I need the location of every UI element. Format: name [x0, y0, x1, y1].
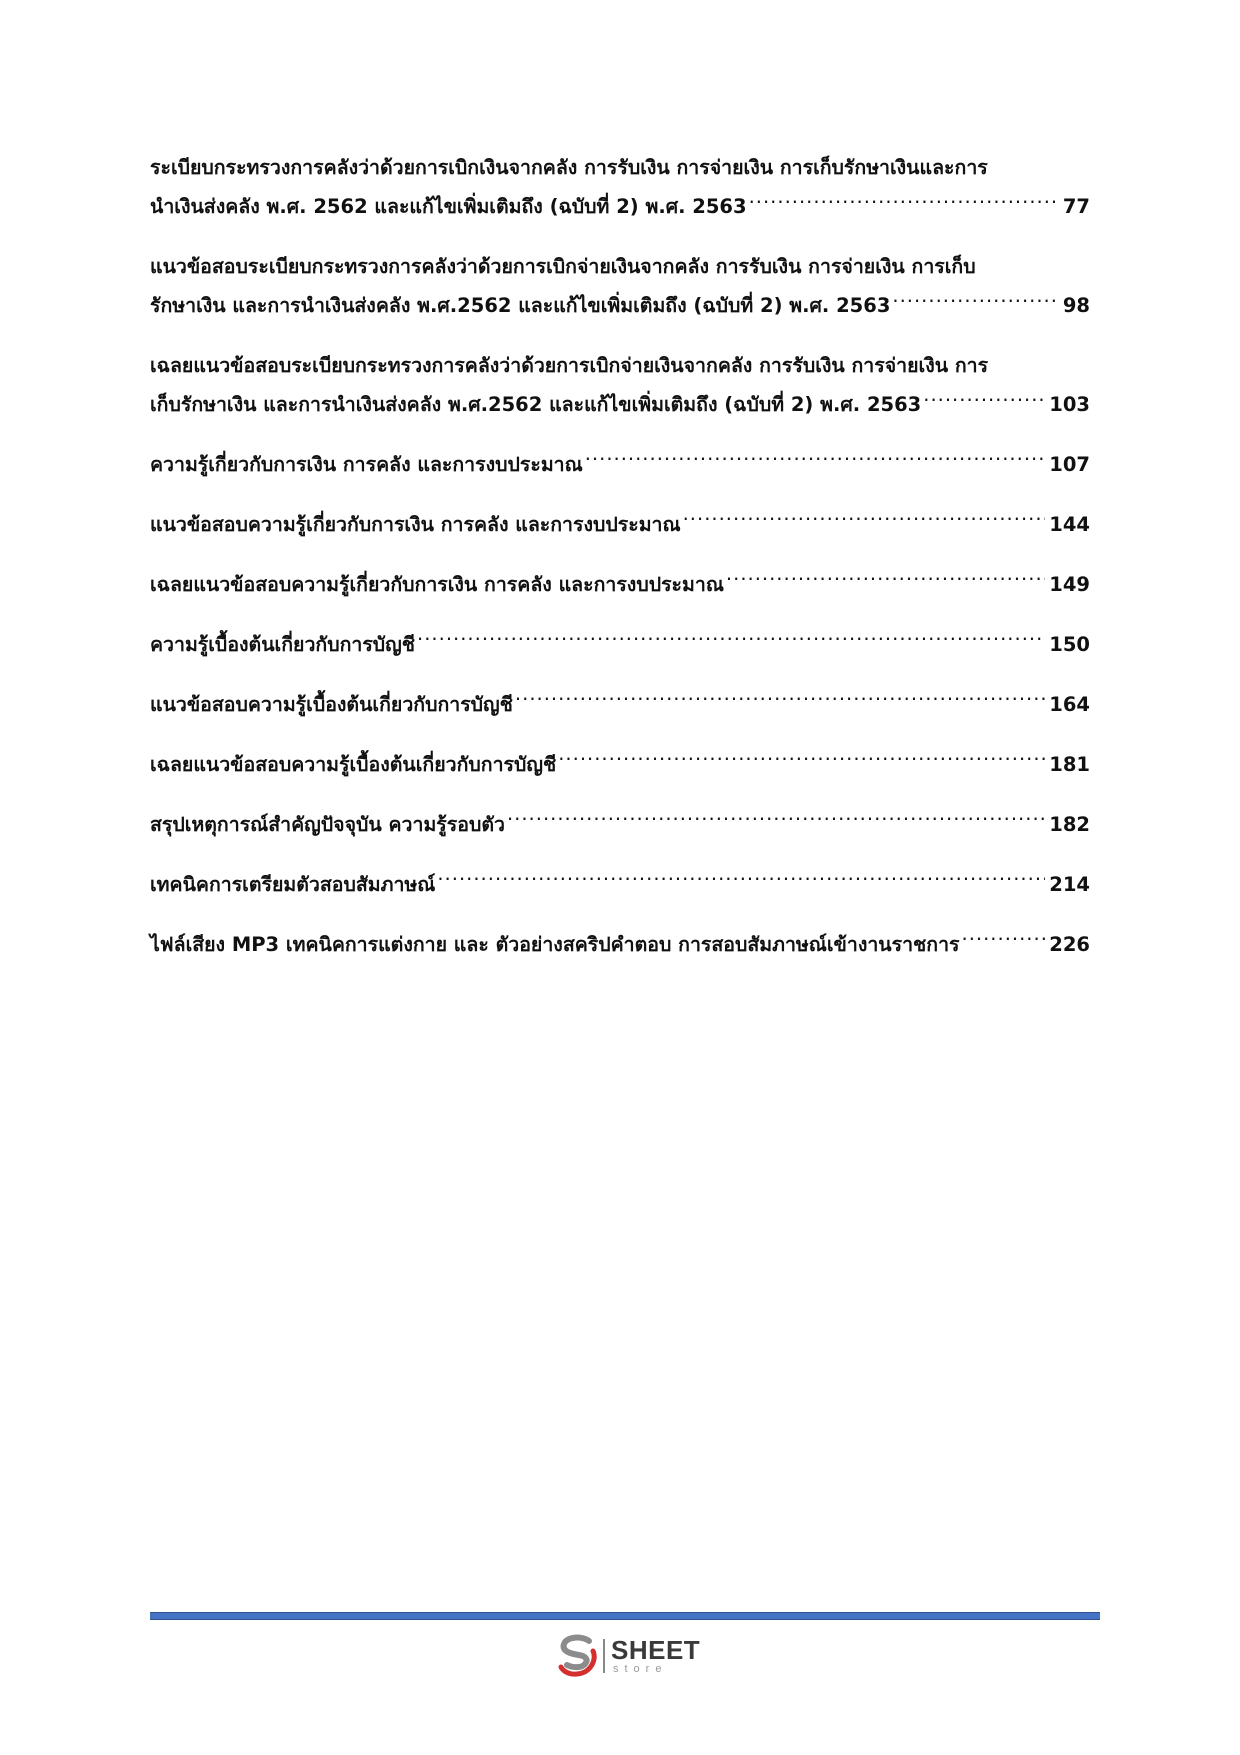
- toc-entry-text: เทคนิคการเตรียมตัวสอบสัมภาษณ์: [150, 873, 436, 896]
- toc-entry[interactable]: [150, 865, 1090, 905]
- toc-entry-last-line: [150, 505, 1090, 545]
- toc-entry[interactable]: [150, 505, 1090, 545]
- toc-entry-text: เฉลยแนวข้อสอบความรู้เกี่ยวกับการเงิน การคลัง และการงบประมาณ: [150, 573, 724, 596]
- logo-subtitle: store: [613, 1663, 668, 1675]
- sheet-store-logo: [555, 1632, 700, 1680]
- dot-leader: [683, 512, 1046, 532]
- dot-leader: [507, 812, 1045, 832]
- toc-entry[interactable]: [150, 565, 1090, 605]
- page-number: 182: [1049, 813, 1090, 836]
- page-number: 164: [1049, 693, 1090, 716]
- toc-entry-last-line: [150, 925, 1090, 965]
- toc-entry-text: ระเบียบกระทรวงการคลังว่าด้วยการเบิกเงินจากคลัง การรับเงิน การจ่ายเงิน การเก็บรักษาเงินและการ: [150, 156, 988, 179]
- toc-entry[interactable]: [150, 925, 1090, 965]
- footer-divider: [150, 1612, 1100, 1620]
- toc-entry-last-line: [150, 385, 1090, 424]
- toc-entry-text: เก็บรักษาเงิน และการนำเงินส่งคลัง พ.ศ.2562 และแก้ไขเพิ่มเติมถึง (ฉบับที่ 2) พ.ศ. 2563: [150, 393, 922, 416]
- logo-s-icon: [555, 1633, 599, 1679]
- dot-leader: [962, 932, 1046, 952]
- toc-entry-last-line: [150, 805, 1090, 845]
- dot-leader: [585, 452, 1046, 472]
- page-number: 107: [1049, 453, 1090, 476]
- page-number: 98: [1062, 294, 1090, 317]
- toc-entry-last-line: [150, 745, 1090, 785]
- logo-text: [611, 1637, 700, 1675]
- toc-entry-text: แนวข้อสอบระเบียบกระทรวงการคลังว่าด้วยการเบิกจ่ายเงินจากคลัง การรับเงิน การจ่ายเงิน การเก็บ: [150, 255, 976, 278]
- dot-leader: [417, 632, 1045, 652]
- toc-entry-text: แนวข้อสอบความรู้เบื้องต้นเกี่ยวกับการบัญชี: [150, 693, 513, 716]
- logo-wordmark: SHEET: [611, 1635, 701, 1665]
- dot-leader: [558, 752, 1045, 772]
- toc-entry-text: รักษาเงิน และการนำเงินส่งคลัง พ.ศ.2562 และแก้ไขเพิ่มเติมถึง (ฉบับที่ 2) พ.ศ. 2563: [150, 294, 891, 317]
- page-number: 144: [1049, 513, 1090, 536]
- toc-entry-last-line: [150, 565, 1090, 605]
- logo-divider: [603, 1639, 605, 1673]
- page-number: 149: [1049, 573, 1090, 596]
- page-number: 77: [1062, 195, 1090, 218]
- toc-entry-last-line: [150, 625, 1090, 665]
- toc-entry[interactable]: [150, 346, 1090, 424]
- toc-entry-text: ความรู้เบื้องต้นเกี่ยวกับการบัญชี: [150, 633, 416, 656]
- toc-entry[interactable]: [150, 445, 1090, 485]
- toc-entry[interactable]: [150, 247, 1090, 325]
- dot-leader: [515, 692, 1045, 712]
- toc-entry[interactable]: [150, 805, 1090, 845]
- toc-entry-text: สรุปเหตุการณ์สำคัญปัจจุบัน ความรู้รอบตัว: [150, 813, 505, 836]
- dot-leader: [892, 293, 1058, 313]
- toc-entry-text: ความรู้เกี่ยวกับการเงิน การคลัง และการงบประมาณ: [150, 453, 583, 476]
- toc-entry-last-line: [150, 865, 1090, 905]
- page-number: 150: [1049, 633, 1090, 656]
- toc-entry[interactable]: [150, 685, 1090, 725]
- toc-entry-last-line: [150, 187, 1090, 226]
- toc-entry-text: แนวข้อสอบความรู้เกี่ยวกับการเงิน การคลัง และการงบประมาณ: [150, 513, 681, 536]
- dot-leader: [437, 872, 1045, 892]
- dot-leader: [923, 392, 1045, 412]
- page-number: 226: [1049, 933, 1090, 956]
- dot-leader: [726, 572, 1045, 592]
- page-number: 181: [1049, 753, 1090, 776]
- toc-entry-text: นำเงินส่งคลัง พ.ศ. 2562 และแก้ไขเพิ่มเติมถึง (ฉบับที่ 2) พ.ศ. 2563: [150, 195, 747, 218]
- toc-entry-text: เฉลยแนวข้อสอบระเบียบกระทรวงการคลังว่าด้วยการเบิกจ่ายเงินจากคลัง การรับเงิน การจ่ายเงิน การ: [150, 354, 989, 377]
- page-number: 214: [1049, 873, 1090, 896]
- toc-entry[interactable]: [150, 148, 1090, 226]
- toc-entry-last-line: [150, 445, 1090, 485]
- toc-entry-text: ไฟล์เสียง MP3 เทคนิคการแต่งกาย และ ตัวอย่างสคริปคำตอบ การสอบสัมภาษณ์เข้างานราชการ: [150, 933, 960, 956]
- toc-entry[interactable]: [150, 745, 1090, 785]
- toc-entry-text: เฉลยแนวข้อสอบความรู้เบื้องต้นเกี่ยวกับการบัญชี: [150, 753, 557, 776]
- page-number: 103: [1049, 393, 1090, 416]
- toc-entry-last-line: [150, 286, 1090, 325]
- dot-leader: [749, 194, 1059, 214]
- table-of-contents: [150, 148, 1090, 985]
- toc-entry[interactable]: [150, 625, 1090, 665]
- toc-entry-last-line: [150, 685, 1090, 725]
